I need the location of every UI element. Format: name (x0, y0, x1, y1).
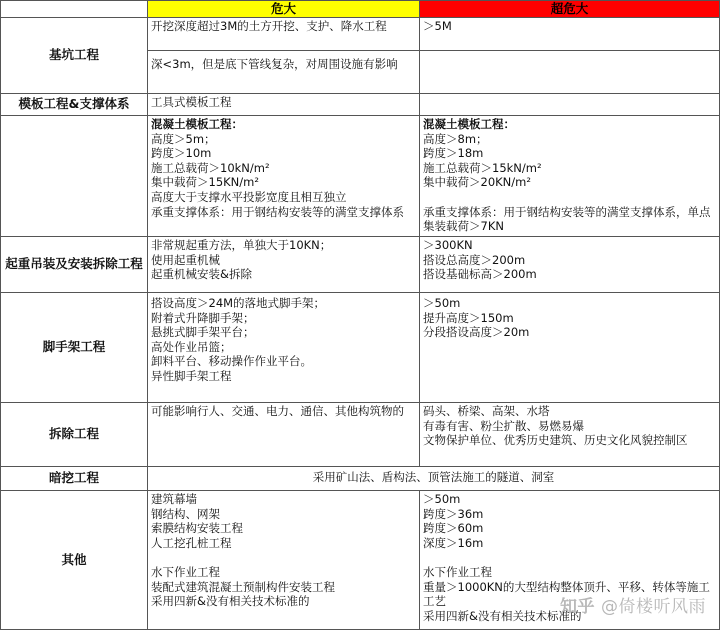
super-danger-cell (420, 94, 720, 116)
category-formwork: 模板工程&支撑体系 (1, 94, 148, 116)
cell-line: 采用四新&没有相关技术标准的 (151, 594, 310, 609)
watermark-author: @倚楼听风雨 (601, 597, 706, 617)
tunnel-cell (148, 467, 720, 491)
cell-line: 承重支撑体系：用于钢结构安装等的满堂支撑体系，单点集装载荷＞7KN (423, 204, 711, 234)
cell-line: 采用四新&没有相关技术标准的 (423, 608, 582, 623)
cell-line: 高处作业吊篮； (151, 339, 232, 354)
table-row (1, 403, 720, 467)
cell-line: 水下作业工程 (423, 564, 492, 579)
cell-line: 跨度＞18m (423, 146, 484, 161)
header-blank-cell (1, 1, 148, 18)
cell-line: 搭设基础标高＞200m (423, 267, 537, 282)
cell-line: 分段搭设高度＞20m (423, 325, 530, 340)
cell-line: 悬挑式脚手架平台； (151, 325, 255, 340)
header-row (1, 1, 720, 18)
spacer (151, 550, 416, 565)
cell-line: 钢结构、网架 (151, 506, 220, 521)
zhihu-watermark (560, 592, 706, 617)
table-row (1, 18, 720, 51)
header-super-danger: 超危大 (420, 1, 720, 18)
cell-line: 跨度＞60m (423, 521, 484, 536)
cell-line: 索膜结构安装工程 (151, 521, 243, 536)
super-danger-cell (420, 293, 720, 403)
super-danger-cell (420, 116, 720, 237)
spacer (423, 190, 716, 205)
super-danger-cell (420, 237, 720, 293)
cell-line: 高度大于支撑水平投影宽度且相互独立 (151, 189, 347, 204)
cell-line: 搭设总高度＞200m (423, 252, 526, 267)
cell-line: 起重机械安装&拆除 (151, 267, 252, 282)
spacer (423, 550, 716, 565)
danger-cell (148, 403, 420, 467)
cell-line: 异性脚手架工程 (151, 368, 232, 383)
danger-cell (148, 51, 420, 94)
super-danger-cell (420, 18, 720, 51)
cell-line: ＞300KN (423, 238, 473, 252)
category-demolition: 拆除工程 (1, 403, 148, 467)
category-empty-cell (1, 116, 148, 237)
table-row (1, 467, 720, 491)
cell-text: 开挖深度超过3M的土方开挖、支护、降水工程 (151, 19, 387, 33)
cell-text: 工具式模板工程 (151, 95, 232, 109)
category-other: 其他 (1, 491, 148, 630)
super-danger-cell (420, 51, 720, 94)
category-foundation: 基坑工程 (1, 18, 148, 94)
cell-line: 使用起重机械 (151, 252, 220, 267)
cell-line: 水下作业工程 (151, 564, 220, 579)
danger-cell (148, 293, 420, 403)
cell-text: ＞5M (423, 19, 452, 33)
cell-line: 跨度＞36m (423, 506, 484, 521)
danger-cell (148, 94, 420, 116)
cell-line: 装配式建筑混凝土预制构件安装工程 (151, 579, 335, 594)
cell-line: 有毒有害、粉尘扩散、易燃易爆 (423, 418, 584, 433)
cell-line: 集中载荷＞15KN/m² (151, 175, 259, 190)
cell-line: 施工总载荷＞10kN/m² (151, 160, 270, 175)
section-title: 混凝土模板工程： (151, 117, 243, 131)
category-tunnel: 暗挖工程 (1, 467, 148, 491)
danger-cell (148, 237, 420, 293)
cell-text: 采用矿山法、盾构法、顶管法施工的隧道、洞室 (312, 470, 555, 484)
cell-text: 深<3m，但是底下管线复杂，对周围设施有影响 (151, 57, 398, 71)
table-row (1, 293, 720, 403)
cell-line: 深度＞16m (423, 535, 484, 550)
table-row (1, 237, 720, 293)
cell-line: 建筑幕墙 (151, 492, 197, 506)
cell-line: 非常规起重方法，单独大于10KN； (151, 238, 332, 252)
section-title: 混凝土模板工程： (423, 117, 515, 131)
cell-line: 码头、桥梁、高架、水塔 (423, 404, 550, 418)
cell-line: 承重支撑体系：用于钢结构安装等的满堂支撑体系 (151, 204, 404, 219)
cell-line: 提升高度＞150m (423, 310, 514, 325)
cell-line: 附着式升降脚手架； (151, 310, 255, 325)
category-lifting: 起重吊装及安装拆除工程 (1, 237, 148, 293)
cell-line: 跨度＞10m (151, 146, 212, 161)
danger-cell (148, 116, 420, 237)
cell-text: 可能影响行人、交通、电力、通信、其他构筑物的 (151, 404, 404, 418)
super-danger-cell (420, 403, 720, 467)
cell-line: 卸料平台、移动操作作业平台。 (151, 354, 312, 369)
cell-line: 高度＞8m； (423, 131, 488, 146)
danger-cell (148, 491, 420, 630)
cell-line: 重量＞1000KN的大型结构整体顶升、平移、转体等施工工艺 (423, 579, 710, 609)
zhihu-logo: 知乎 (560, 597, 595, 617)
cell-line: 搭设高度＞24M的落地式脚手架； (151, 296, 326, 310)
danger-cell (148, 18, 420, 51)
cell-line: ＞50m (423, 492, 461, 506)
cell-line: 高度＞5m； (151, 131, 216, 146)
category-scaffold: 脚手架工程 (1, 293, 148, 403)
cell-line: ＞50m (423, 296, 461, 310)
cell-line: 文物保护单位、优秀历史建筑、历史文化风貌控制区 (423, 433, 688, 448)
table-row (1, 116, 720, 237)
header-danger: 危大 (148, 1, 420, 18)
table-row (1, 94, 720, 116)
cell-line: 施工总载荷＞15kN/m² (423, 160, 542, 175)
cell-line: 集中载荷＞20KN/m² (423, 175, 531, 190)
cell-line: 人工挖孔桩工程 (151, 535, 232, 550)
